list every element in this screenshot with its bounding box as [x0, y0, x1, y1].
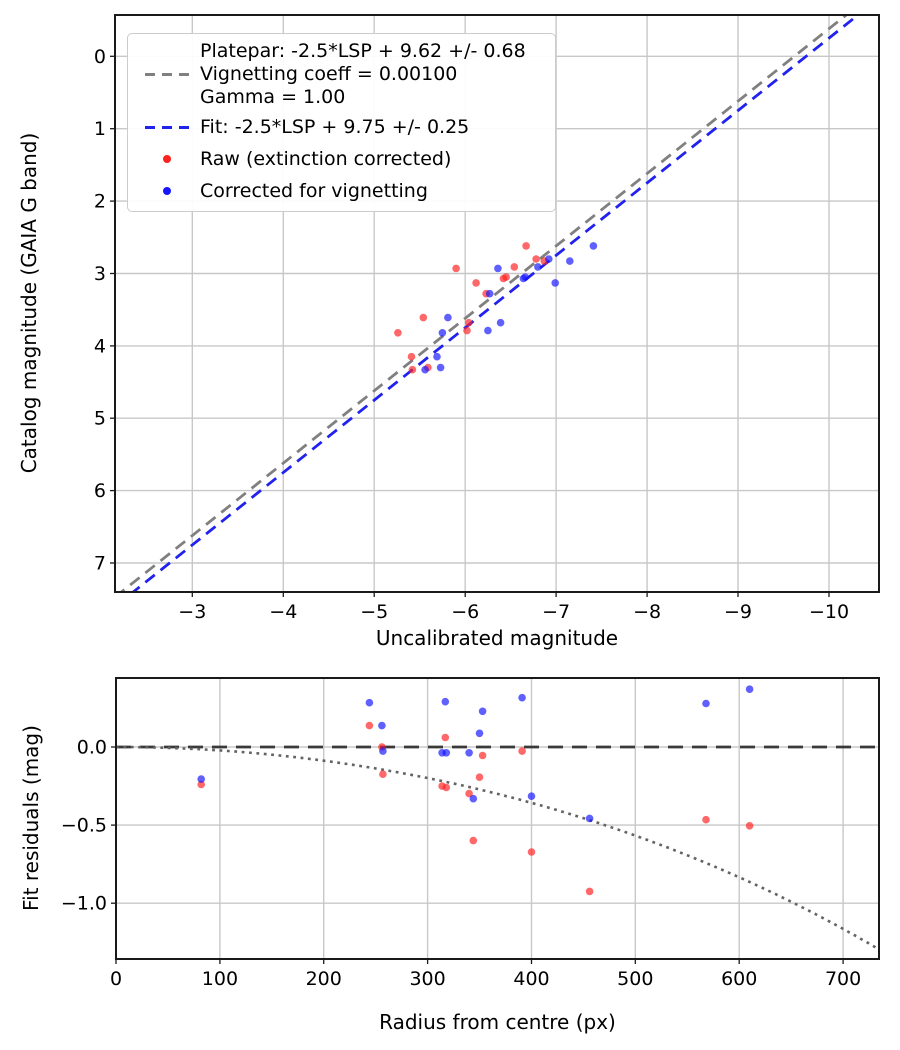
bottom-plot-x-axis-label: Radius from centre (px): [379, 1010, 616, 1034]
scatter-point-corrected: [366, 699, 374, 707]
scatter-point-raw: [511, 263, 519, 271]
scatter-point-corrected: [586, 815, 594, 823]
scatter-point-corrected: [476, 730, 484, 738]
legend-platepar-line1: Platepar: -2.5*LSP + 9.62 +/- 0.68: [200, 40, 526, 62]
scatter-point-raw: [702, 816, 710, 824]
legend-box: [127, 33, 556, 212]
scatter-point-corrected: [551, 279, 559, 287]
scatter-point-corrected: [442, 698, 450, 706]
legend-entry-corrected: [128, 175, 555, 207]
scatter-point-corrected: [497, 319, 505, 327]
scatter-point-corrected: [433, 353, 441, 361]
legend-entry-raw: [128, 143, 555, 175]
top-plot-x-axis-label: Uncalibrated magnitude: [375, 626, 619, 650]
scatter-point-corrected: [486, 290, 494, 298]
x-tick-label: 0: [109, 968, 123, 990]
scatter-point-raw: [500, 275, 508, 283]
scatter-point-corrected: [443, 749, 451, 757]
raw-dot-marker-sample: [163, 155, 171, 163]
legend-entry-fit: [128, 112, 555, 143]
scatter-point-corrected: [439, 329, 447, 337]
scatter-point-corrected: [518, 694, 526, 702]
axes-spine: [116, 678, 879, 959]
legend-fit-label: Fit: -2.5*LSP + 9.75 +/- 0.25: [200, 116, 470, 138]
y-tick-label: −1.0: [60, 892, 107, 915]
x-tick-label: −3: [178, 601, 207, 623]
scatter-point-corrected: [590, 242, 598, 250]
scatter-point-raw: [408, 353, 416, 361]
scatter-point-corrected: [379, 747, 387, 755]
platepar-dashed-line-sample: [145, 73, 189, 76]
x-tick-label: 600: [721, 968, 758, 990]
x-tick-label: 300: [409, 968, 446, 990]
scatter-point-corrected: [702, 700, 710, 708]
scatter-point-corrected: [528, 792, 536, 800]
scatter-point-raw: [409, 366, 417, 374]
fit-dashed-line-sample: [145, 126, 189, 129]
scatter-point-raw: [518, 747, 526, 755]
x-tick-label: −5: [360, 601, 389, 623]
fit-sample-holder: [134, 126, 200, 129]
x-tick-label: −6: [451, 601, 480, 623]
scatter-point-raw: [463, 327, 471, 335]
scatter-point-corrected: [494, 265, 502, 273]
corrected-dot-marker-sample: [163, 187, 171, 195]
scatter-point-raw: [442, 734, 450, 742]
y-tick-label: 6: [93, 480, 106, 503]
scatter-point-corrected: [437, 364, 445, 372]
legend-platepar-line3: Gamma = 1.00: [200, 86, 346, 108]
corrected-sample-holder: [134, 187, 200, 195]
scatter-point-corrected: [746, 685, 754, 693]
scatter-point-raw: [476, 773, 484, 781]
platepar-sample-holder: [134, 73, 200, 76]
scatter-point-corrected: [197, 775, 205, 783]
scatter-point-corrected: [545, 255, 553, 263]
x-tick-label: −7: [542, 601, 571, 623]
x-tick-label: −4: [269, 601, 298, 623]
scatter-point-corrected: [479, 708, 487, 716]
x-tick-label: −9: [723, 601, 753, 623]
x-tick-label: 200: [305, 968, 342, 990]
y-tick-label: 0.0: [76, 736, 107, 759]
scatter-point-corrected: [444, 314, 452, 322]
scatter-point-corrected: [520, 275, 528, 283]
legend-platepar-label: [200, 40, 526, 109]
x-tick-label: −10: [808, 601, 850, 623]
y-tick-label: 4: [93, 335, 106, 358]
y-tick-label: 7: [93, 552, 106, 575]
scatter-point-raw: [443, 784, 451, 792]
scatter-point-corrected: [484, 327, 492, 335]
scatter-point-raw: [379, 770, 387, 778]
top-plot-y-axis-label: Catalog magnitude (GAIA G band): [17, 132, 41, 474]
scatter-point-raw: [420, 314, 428, 322]
legend-corrected-label: Corrected for vignetting: [200, 179, 428, 202]
legend-entry-platepar: [128, 40, 555, 109]
scatter-point-corrected: [566, 257, 574, 265]
scatter-point-raw: [522, 242, 530, 250]
scatter-point-corrected: [378, 722, 386, 730]
scatter-point-raw: [452, 265, 460, 273]
bottom-plot-y-axis-label: Fit residuals (mag): [19, 725, 43, 911]
y-tick-label: 5: [93, 407, 106, 430]
scatter-point-raw: [366, 722, 374, 730]
y-tick-label: 1: [93, 118, 106, 141]
scatter-point-raw: [586, 888, 594, 896]
x-tick-label: 400: [513, 968, 550, 990]
scatter-point-corrected: [421, 366, 429, 374]
scatter-point-raw: [472, 279, 480, 287]
scatter-point-raw: [479, 752, 487, 760]
x-tick-label: −8: [633, 601, 662, 623]
raw-sample-holder: [134, 155, 200, 163]
scatter-point-raw: [470, 837, 478, 845]
legend-platepar-line2: Vignetting coeff = 0.00100: [200, 63, 458, 85]
x-tick-label: 500: [617, 968, 654, 990]
scatter-point-raw: [394, 329, 402, 337]
y-tick-label: 0: [93, 45, 106, 68]
scatter-point-corrected: [470, 795, 478, 803]
scatter-point-raw: [465, 319, 473, 327]
vignetting-model-dotted-curve: [116, 747, 876, 948]
y-tick-label: 3: [93, 263, 106, 285]
scatter-point-corrected: [465, 749, 473, 757]
scatter-point-corrected: [534, 263, 542, 271]
scatter-point-raw: [746, 822, 754, 830]
y-tick-label: −0.5: [60, 814, 107, 837]
y-tick-label: 2: [93, 190, 106, 213]
scatter-point-raw: [532, 255, 540, 263]
x-tick-label: 100: [201, 968, 239, 990]
x-tick-label: 700: [824, 968, 862, 990]
scatter-point-raw: [528, 848, 536, 856]
legend-raw-label: Raw (extinction corrected): [200, 147, 452, 170]
